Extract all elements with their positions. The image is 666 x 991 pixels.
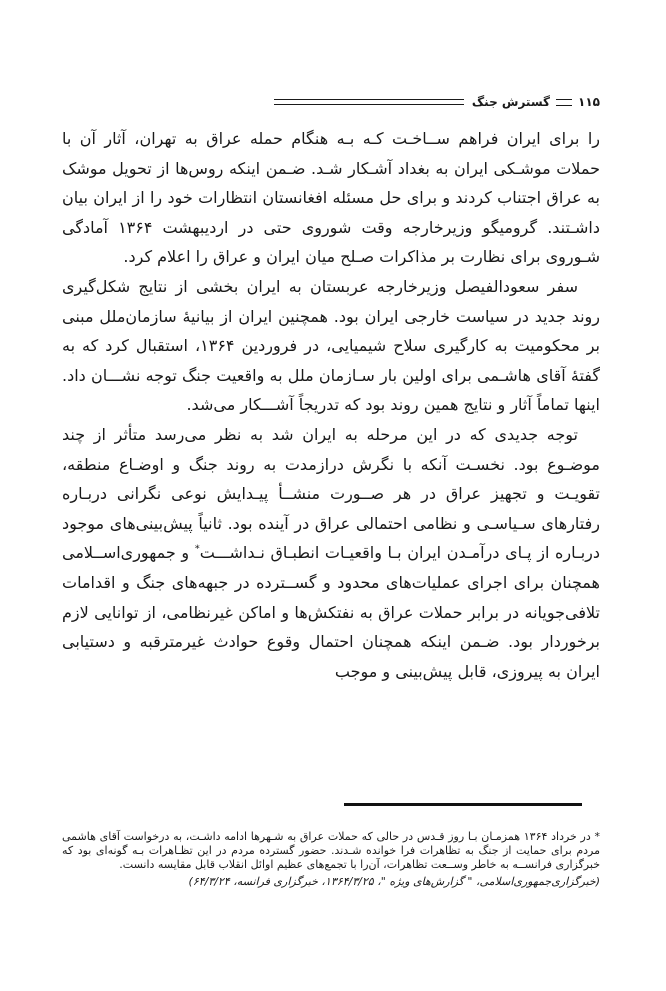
header-rule [274,99,464,105]
footnote-text: * در خرداد ۱۳۶۴ همزمـان بـا روز قـدس در حالی که حملات عراق به شـهرها ادامه داشـت، به درخواست آقای هاشمی مردم برای حمایت از جنگ به تظاهرات فرا خوانده شـدند. حضور گسترده مردم در این تظـاهرات بـه گونه‌ای بود که خبرگزاری فرانســه به خاطر وســعت تظاهرات، آن‌را با تجمع‌های عظیم اوائل انقلاب قابل مقایسه دانست. [62,830,600,872]
main-text [62,124,600,686]
paragraph-3-part-1: توجه جدیدی که در این مرحله به ایران شد به نظر می‌رسد متأثر از چند موضـوع بود. نخسـت آنکه با نگرش درازمدت به روند جنگ و اوضـاع منطقه، تقویـت و تجهیز عراق در هر صــورت منشــأ پیـدایش نوعی نگرانی دربـاره رفتارهای سـیاسـی و نظامی احتمالی عراق در آینده بود. ثانیاً پیش‌بینی‌های موجود دربـاره از پـای درآمـدن ایران بـا واقعیـات انطبـاق نـداشـــت [62,424,600,563]
header-separator [556,99,572,106]
paragraph-3 [62,420,600,686]
paragraph-3-part-2: و جمهوری‌اســلامی همچنان برای اجرای عملیات‌های محدود و گســترده در جبهه‌های جنگ و اقدامات تلافی‌جویانه در برابر حملات عراق به نفتکش‌ها و اماکن غیرنظامی، از توانایی لازم برخوردار بود. ضـمن اینکه همچنان احتمال وقوع حوادث غیرمترقبه و دستیابی ایران به پیروزی، قابل پیش‌بینی و موجب [62,543,600,681]
footnote-divider [344,803,582,806]
paragraph-1: را برای ایران فراهم ســاخـت کـه بـه هنگام حمله عراق به تهران، آثار آن با حملات موشـکی ایران به بغداد آشـکار شـد. ضـمن اینکه روس‌ها از تحویل موشک به عراق اجتناب کردند و برای حل مسئله افغانستان انتظارات خود را از ایران بیان داشـتند. گرومیگو وزیرخارجه وقت شوروی حتی در اردیبهشت ۱۳۶۴ آمادگی شـوروی برای نظارت بر مذاکرات صـلح میان ایران و عراق را اعلام کرد. [62,129,601,267]
footnote-source: (خبرگزاری‌جمهوری‌اسلامی، " گزارش‌های ویژه "، ۱۳۶۴/۳/۲۵، خبرگزاری فرانسه، ۶۴/۳/۲۴) [188,874,600,888]
running-header [62,92,600,112]
page-number: ۱۱۵ [578,95,600,109]
chapter-title: گسترش جنگ [471,95,551,109]
footnote-marker: * [194,543,200,555]
footnote [62,830,600,889]
paragraph-2: سفر سعودالفیصل وزیرخارجه عربستان به ایران بخشی از نتایج شکل‌گیری روند جدید در سیاست خارجی ایران بود. همچنین ایران از بیانیهٔ سازمان‌ملل مبنی بر محکومیت به کارگیری سلاح شیمیایی، در فروردین ۱۳۶۴، استقبال کرد که به گفتهٔ آقای هاشـمی برای اولین بار سـازمان ملل به واقعیت جنگ توجه نشـــان داد. اینها تماماً آثار و نتایج همین روند بود که تدریجاً آشـــکار می‌شد. [62,276,601,415]
